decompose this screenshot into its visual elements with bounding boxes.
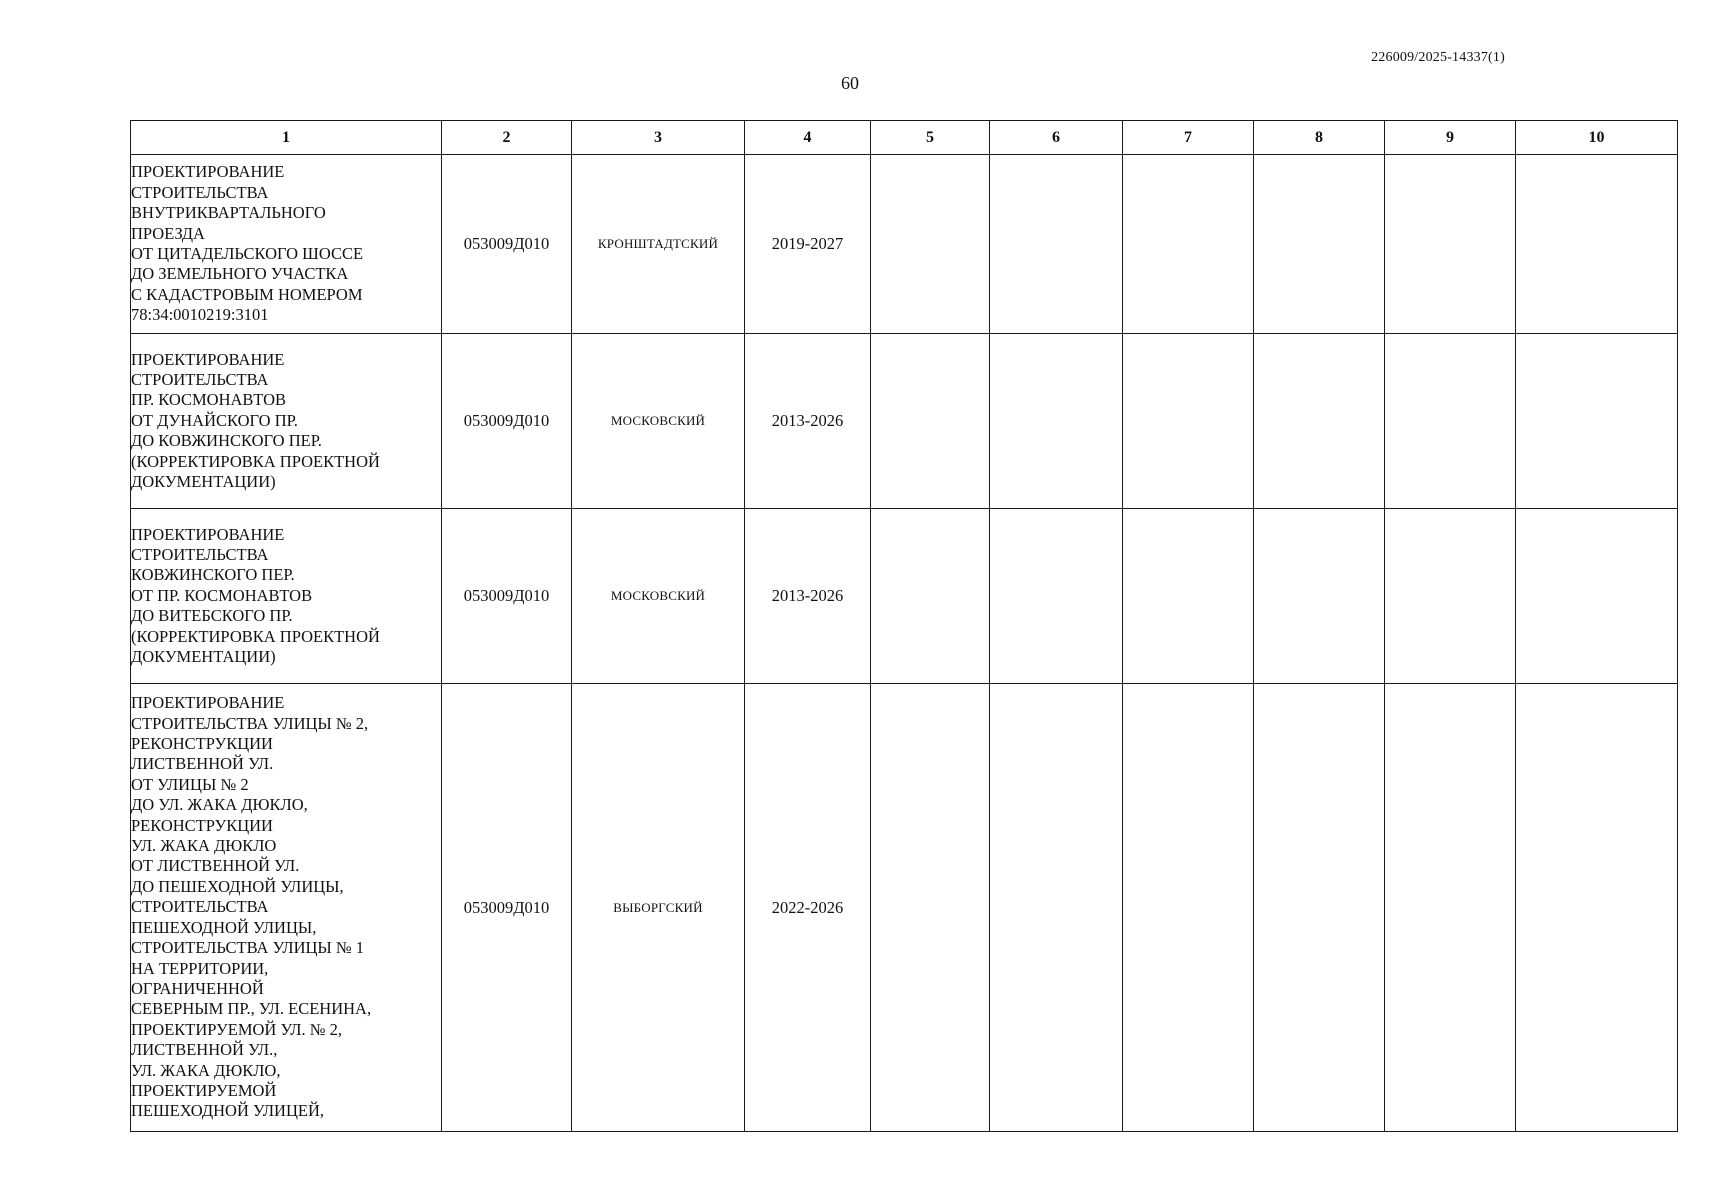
code-cell: 053009Д010 [442,684,572,1132]
empty-cell [1254,334,1385,509]
project-name-line: ВНУТРИКВАРТАЛЬНОГО [131,203,326,223]
project-name-line: ОТ ПР. КОСМОНАВТОВ [131,585,313,605]
project-name-line: ДОКУМЕНТАЦИИ) [131,647,276,667]
project-name-line: НА ТЕРРИТОРИИ, [131,958,269,978]
district-cell: МОСКОВСКИЙ [572,509,745,684]
column-header: 5 [871,121,990,155]
project-name-line: ОТ ЛИСТВЕННОЙ УЛ. [131,856,300,876]
period-cell: 2019-2027 [745,155,871,334]
column-header: 3 [572,121,745,155]
empty-cell [1254,684,1385,1132]
project-name-line: УЛ. ЖАКА ДЮКЛО [131,836,277,856]
project-name-line: 78:34:0010219:3101 [131,305,269,325]
project-name-line: ПРОЕЗДА [131,223,205,243]
project-name-line: (КОРРЕКТИРОВКА ПРОЕКТНОЙ [131,626,380,646]
project-name-line: ОТ ДУНАЙСКОГО ПР. [131,410,298,430]
page-number: 60 [841,73,859,93]
empty-cell [1254,509,1385,684]
empty-cell [990,684,1123,1132]
empty-cell [871,684,990,1132]
project-name-line: РЕКОНСТРУКЦИИ [131,815,273,835]
project-name-line: КОВЖИНСКОГО ПЕР. [131,565,295,585]
column-header: 8 [1254,121,1385,155]
project-name-line: ПРОЕКТИРОВАНИЕ [131,162,285,182]
project-name-line: ДО УЛ. ЖАКА ДЮКЛО, [131,795,308,815]
column-header: 6 [990,121,1123,155]
empty-cell [1385,684,1516,1132]
empty-cell [1385,155,1516,334]
empty-cell [1516,334,1678,509]
project-name-line: ОТ УЛИЦЫ № 2 [131,774,249,794]
project-name-line: ЛИСТВЕННОЙ УЛ. [131,754,274,774]
project-name-line: СЕВЕРНЫМ ПР., УЛ. ЕСЕНИНА, [131,999,372,1019]
column-header: 1 [131,121,442,155]
empty-cell [990,509,1123,684]
column-header: 9 [1385,121,1516,155]
project-name-line: ДО ПЕШЕХОДНОЙ УЛИЦЫ, [131,876,344,896]
code-cell: 053009Д010 [442,509,572,684]
project-name-line: СТРОИТЕЛЬСТВА [131,182,269,202]
district-cell: МОСКОВСКИЙ [572,334,745,509]
empty-cell [1516,155,1678,334]
column-header: 4 [745,121,871,155]
table-row [131,509,1678,684]
project-name-line: УЛ. ЖАКА ДЮКЛО, [131,1060,281,1080]
table-row [131,334,1678,509]
empty-cell [990,155,1123,334]
district-cell: ВЫБОРГСКИЙ [572,684,745,1132]
project-name-cell [131,509,442,684]
column-header: 2 [442,121,572,155]
document-number: 226009/2025-14337(1) [1371,50,1505,65]
project-name-line: ПЕШЕХОДНОЙ УЛИЦЫ, [131,917,317,937]
code-cell: 053009Д010 [442,155,572,334]
project-name-line: ПРОЕКТИРОВАНИЕ [131,524,285,544]
project-name-line: СТРОИТЕЛЬСТВА УЛИЦЫ № 1 [131,938,365,958]
table-row [131,155,1678,334]
column-header: 7 [1123,121,1254,155]
project-name-line: ДО ВИТЕБСКОГО ПР. [131,606,293,626]
project-name-cell [131,334,442,509]
project-name-line: ПРОЕКТИРОВАНИЕ [131,349,285,369]
project-name-line: ЛИСТВЕННОЙ УЛ., [131,1040,278,1060]
empty-cell [871,509,990,684]
empty-cell [871,334,990,509]
header-row [131,121,1678,155]
project-name-line: ПР. КОСМОНАВТОВ [131,390,286,410]
project-name-line: СТРОИТЕЛЬСТВА [131,897,269,917]
table-row [131,684,1678,1132]
project-name-line: ПРОЕКТИРОВАНИЕ [131,693,285,713]
empty-cell [1385,334,1516,509]
project-name-line: ПЕШЕХОДНОЙ УЛИЦЕЙ, [131,1101,324,1121]
project-name-line: СТРОИТЕЛЬСТВА [131,369,269,389]
empty-cell [871,155,990,334]
project-name-line: ДО КОВЖИНСКОГО ПЕР. [131,431,322,451]
empty-cell [990,334,1123,509]
district-cell: КРОНШТАДТСКИЙ [572,155,745,334]
period-cell: 2013-2026 [745,334,871,509]
empty-cell [1123,509,1254,684]
empty-cell [1385,509,1516,684]
empty-cell [1516,509,1678,684]
empty-cell [1254,155,1385,334]
empty-cell [1516,684,1678,1132]
project-name-line: (КОРРЕКТИРОВКА ПРОЕКТНОЙ [131,451,380,471]
project-name-line: ПРОЕКТИРУЕМОЙ УЛ. № 2, [131,1019,342,1039]
project-name-line: ДОКУМЕНТАЦИИ) [131,472,276,492]
code-cell: 053009Д010 [442,334,572,509]
project-name-cell [131,684,442,1132]
column-header: 10 [1516,121,1678,155]
project-name-line: С КАДАСТРОВЫМ НОМЕРОМ [131,284,363,304]
empty-cell [1123,684,1254,1132]
period-cell: 2013-2026 [745,509,871,684]
period-cell: 2022-2026 [745,684,871,1132]
project-name-line: РЕКОНСТРУКЦИИ [131,734,273,754]
project-name-line: ОТ ЦИТАДЕЛЬСКОГО ШОССЕ [131,244,364,263]
project-name-line: ДО ЗЕМЕЛЬНОГО УЧАСТКА [131,264,349,284]
empty-cell [1123,155,1254,334]
project-name-line: СТРОИТЕЛЬСТВА УЛИЦЫ № 2, [131,713,369,733]
project-name-line: СТРОИТЕЛЬСТВА [131,544,269,564]
project-name-cell [131,155,442,334]
empty-cell [1123,334,1254,509]
data-table [130,120,1678,1132]
project-name-line: ПРОЕКТИРУЕМОЙ [131,1080,277,1100]
project-name-line: ОГРАНИЧЕННОЙ [131,978,264,998]
